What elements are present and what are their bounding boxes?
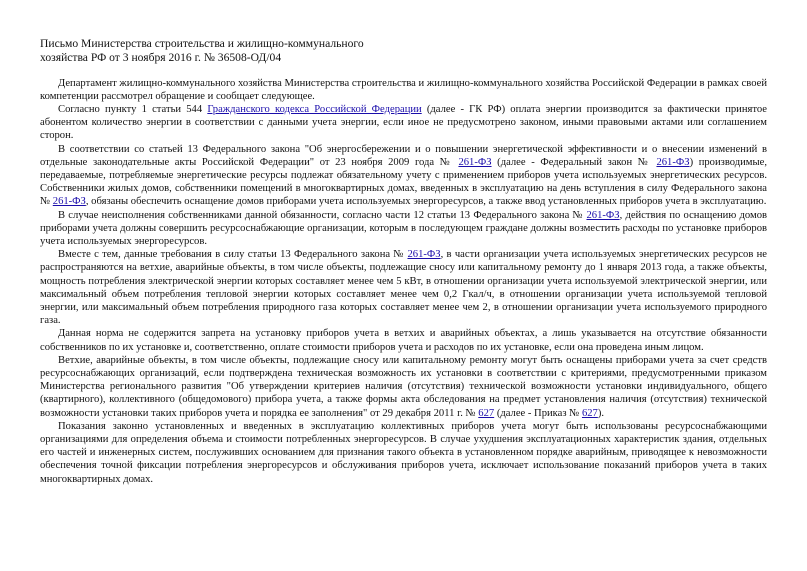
- paragraph-6: Данная норма не содержится запрета на установку приборов учета в ветхих и аварийных объектах, а лишь указывается на отсутствие обязанности собственников по их установке и, соответственно, оплате стоимости приборов учета и расходов по их установке, если она проведена иным лицом.: [40, 328, 767, 353]
- paragraph-7-text-a: Ветхие, аварийные объекты, в том числе объекты, подлежащие сносу или капитальному ремонту могут быть оснащены приборами учета за счет средств ресурсоснабжающих организаций, если подтверждена техническая возможность их установки в соответствии с критериями, предусмотренными приказом Министерства регионального развития "Об утверждении критериев наличия (отсутствия) технической возможности установки индивидуального, общего (квартирного), коллективного (общедомового) прибора учета, а также формы акта обследования на предмет установления наличия (отсутствия) технической возможности установки таких приборов учета и порядка ее заполнения" от 29 декабря 2011 г. №: [40, 354, 767, 419]
- paragraph-3-text-a: В соответствии со статьей 13 Федерального закона "Об энергосбережении и о повышении энергетической эффективности и о внесении изменений в отдельные законодательные акты Российской Федерации" от 23 ноября 2009 года №: [40, 143, 767, 168]
- paragraph-3-text-d: , обязаны обеспечить оснащение домов приборами учета используемых энергоресурсов, а также ввод установленных приборов учета в эксплуатацию.: [85, 196, 767, 208]
- paragraph-2-text-b: (далее - ГК РФ) оплата энергии производится за фактически принятое абонентом количество энергии в соответствии с данными учета энергии, если иное не предусмотрено законом, иными правовыми актами или соглашением сторон.: [40, 104, 767, 142]
- law-261-link[interactable]: 261-ФЗ: [458, 156, 492, 168]
- law-261-link[interactable]: 261-ФЗ: [586, 209, 620, 221]
- paragraph-8: Показания законно установленных и введенных в эксплуатацию коллективных приборов учета могут быть использованы ресурсоснабжающими организациями для определения объема и стоимости потребленных энергоресурсов. В случае ухудшения эксплуатационных характеристик здания, отдельных его частей и инженерных систем, послуживших основанием для признания такого объекта в установленном порядке аварийным, приводящее к невозможности обеспечения точной фиксации потребления энергоресурсов и обслуживания приборов учета, исключает использование показаний приборов учета в таких многоквартирных домах.: [40, 420, 767, 485]
- paragraph-3: [40, 143, 767, 209]
- law-261-link[interactable]: 261-ФЗ: [407, 249, 441, 261]
- order-627-link[interactable]: 627: [581, 407, 598, 419]
- paragraph-4: [40, 209, 767, 249]
- title-line-2: хозяйства РФ от 3 ноября 2016 г. № 36508-ОД/04: [40, 50, 282, 64]
- paragraph-5-text-b: , в части организации учета используемых энергетических ресурсов не распространяются на ветхие, аварийные объекты, в том числе объекты, подлежащие сносу или капитальному ремонту до 1 января 2013 года, а также объекты, мощность потребления электрической энергии которых составляет менее чем 5 кВт, в отношении организации учета используемой электрической энергии, или максимальный объем потребления тепловой энергии которых составляет менее чем 0,2 Гкал/ч, в отношении организации учета используемой тепловой энергии, или максимальный объем потребления природного газа которых составляет менее чем 2, в отношении организации учета используемого природного газа.: [40, 249, 768, 327]
- paragraph-1: Департамент жилищно-коммунального хозяйства Министерства строительства и жилищно-коммунального хозяйства Российской Федерации в рамках своей компетенции рассмотрел обращение и сообщает следующее.: [40, 77, 767, 102]
- title-line-1: Письмо Министерства строительства и жилищно-коммунального: [40, 37, 364, 50]
- paragraph-5-text-a: Вместе с тем, данные требования в силу статьи 13 Федерального закона №: [58, 249, 408, 261]
- paragraph-3-text-b: (далее - Федеральный закон №: [491, 156, 657, 168]
- paragraph-2: [40, 103, 767, 143]
- paragraph-2-text-a: Согласно пункту 1 статьи 544: [58, 104, 208, 115]
- document-title: [40, 37, 767, 65]
- paragraph-5: [40, 248, 767, 327]
- paragraph-4-text-b: , действия по оснащению домов приборами учета должны совершить ресурсоснабжающие организации, которым в последующем граждане должны возместить расходы по установке приборов учета используемых энергоресурсов.: [40, 209, 767, 248]
- paragraph-3-text-c: ) производимые, передаваемые, потребляемые энергетические ресурсы подлежат обязательному учету с применением приборов учета используемых энергетических ресурсов. Собственники жилых домов, собственники помещений в многоквартирных домах, введенных в эксплуатацию на день вступления в силу Федерального закона №: [40, 156, 767, 208]
- paragraph-4-text-a: В случае неисполнения собственниками данной обязанности, согласно части 12 статьи 13 Федерального закона №: [58, 209, 587, 221]
- paragraph-7-text-c: ).: [597, 407, 605, 419]
- paragraph-7-text-b: (далее - Приказ №: [494, 407, 582, 419]
- paragraph-7: [40, 354, 767, 420]
- law-261-link[interactable]: 261-ФЗ: [656, 156, 690, 168]
- order-627-link[interactable]: 627: [478, 407, 495, 419]
- civil-code-link[interactable]: Гражданского кодекса Российской Федерации: [207, 104, 422, 115]
- law-261-link[interactable]: 261-ФЗ: [52, 196, 86, 208]
